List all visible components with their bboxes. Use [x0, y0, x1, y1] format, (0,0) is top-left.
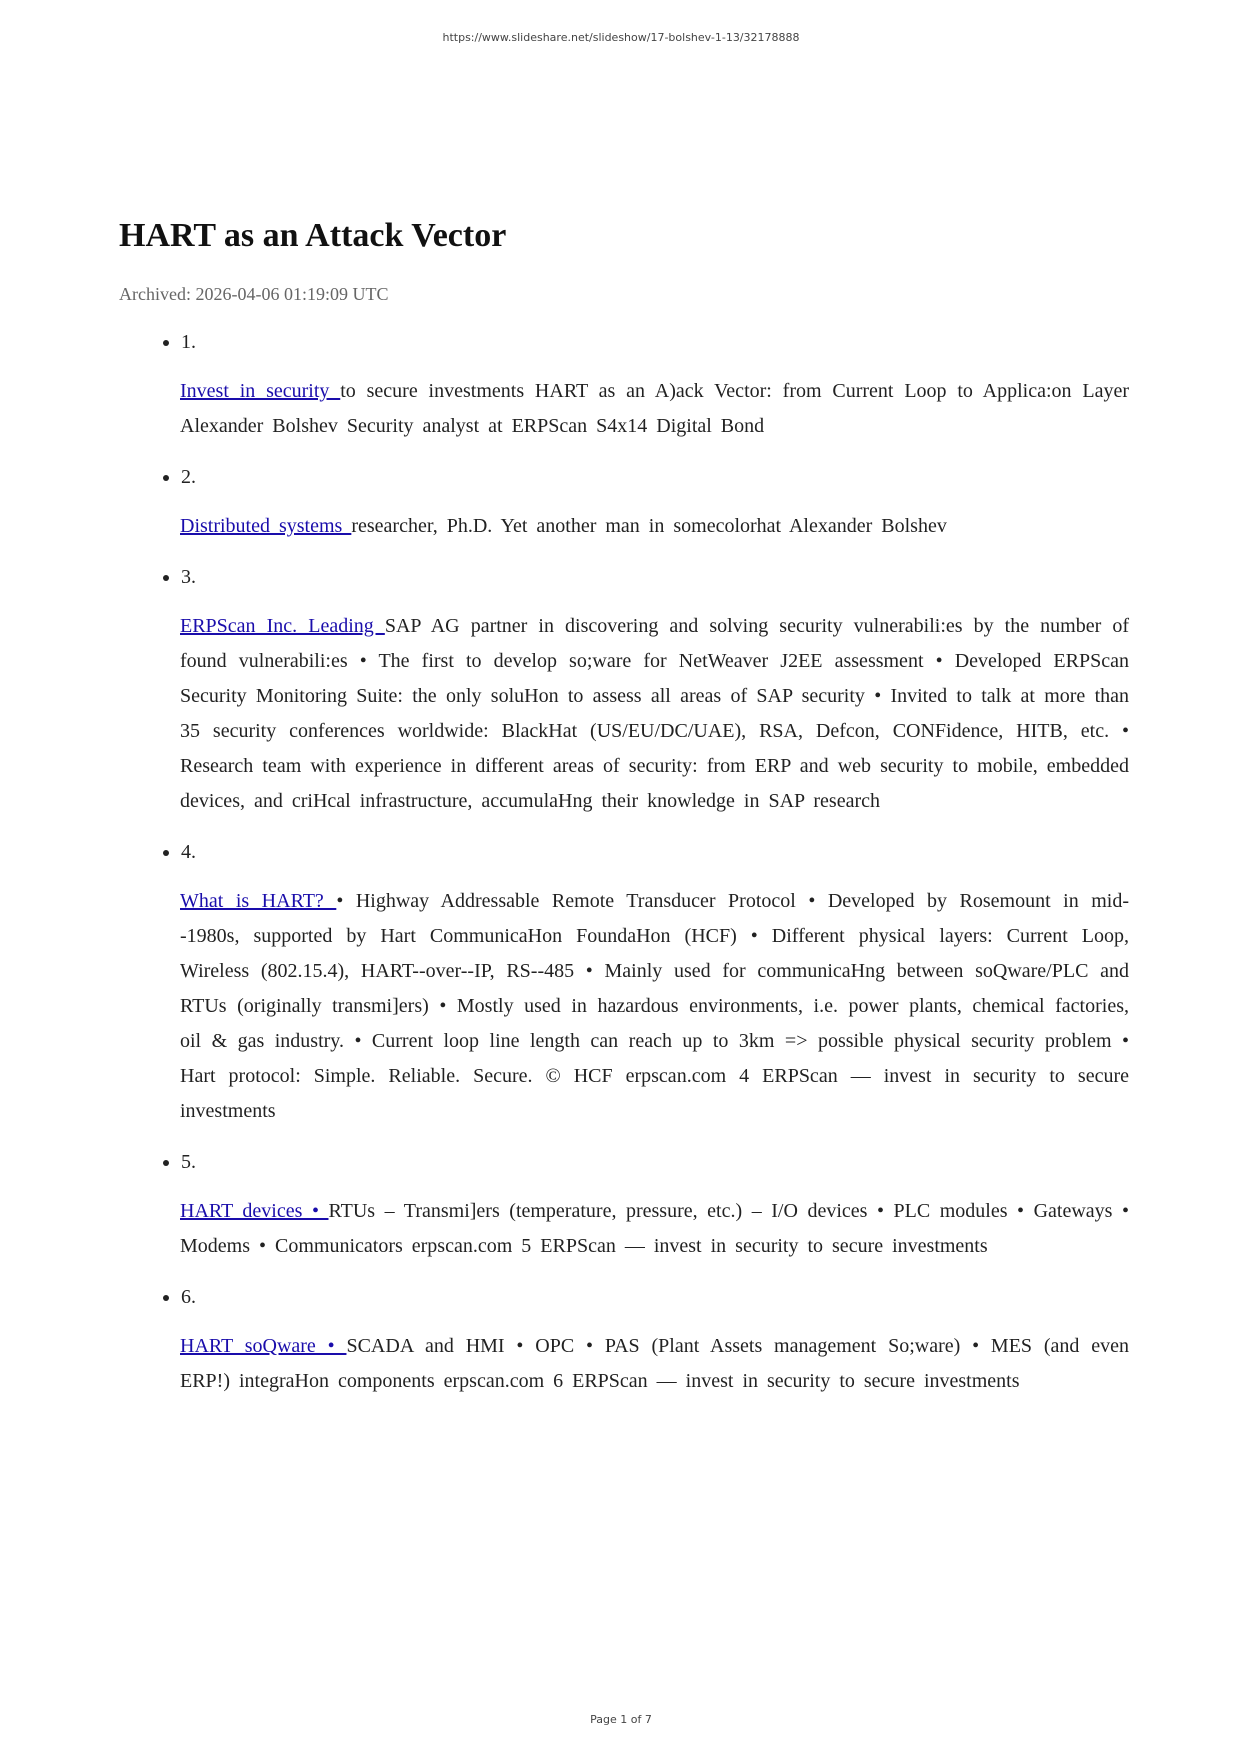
slide-link[interactable]: HART devices • [180, 1200, 329, 1222]
page-title: HART as an Attack Vector [119, 217, 507, 254]
slide-number: • 2. [181, 466, 196, 488]
list-item [181, 561, 1129, 819]
list-item [181, 326, 1129, 444]
slide-text [180, 884, 1129, 1129]
archived-timestamp: Archived: 2026-04-06 01:19:09 UTC [119, 284, 389, 304]
list-item [181, 1146, 1129, 1264]
slide-link[interactable]: What is HART? [180, 890, 337, 912]
slide-link[interactable]: ERPScan Inc. Leading [180, 615, 385, 637]
document-content [119, 212, 1129, 1416]
slide-link[interactable]: Invest in security [180, 380, 341, 402]
slide-text [180, 374, 1129, 444]
slide-body-text: SCADA and HMI • OPC • PAS (Plant Assets management So;ware) • MES (and even ERP!) integraHon components erpscan.com 6 ERPScan — invest in security to secure investments [180, 1335, 1130, 1392]
slide-body-text: researcher, Ph.D. Yet another man in somecolorhat Alexander Bolshev [351, 515, 947, 537]
slide-text [180, 509, 1129, 544]
list-item [181, 1281, 1129, 1399]
slide-number: • 3. [181, 566, 196, 588]
slide-link[interactable]: Distributed systems [180, 515, 352, 537]
slide-body-text: • Highway Addressable Remote Transducer Protocol • Developed by Rosemount in mid--1980s, supported by Hart CommunicaHon FoundaHon (HCF) • Different physical layers: Current Loop, Wireless (802.15.4), HART--over--IP, RS--485 • Mainly used for communicaHng between soQware/PLC and RTUs (originally transmi]ers) • Mostly used in hazardous environments, i.e. power plants, chemical factories, oil & gas industry. • Current loop line length can reach up to 3km => possible physical security problem • Hart protocol: Simple. Reliable. Secure. © HCF erpscan.com 4 ERPScan — invest in security to secure investments [180, 890, 1129, 1122]
slide-list [119, 326, 1129, 1399]
slide-body-text: to secure investments HART as an A)ack Vector: from Current Loop to Applica:on Layer Alexander Bolshev Security analyst at ERPScan S4x14 Digital Bond [180, 380, 1129, 437]
slide-number: • 1. [181, 331, 196, 353]
slide-text [180, 609, 1129, 819]
slide-link[interactable]: HART soQware • [180, 1335, 347, 1357]
source-url: https://www.slideshare.net/slideshow/17-bolshev-1-13/32178888 [442, 31, 800, 44]
slide-number: • 5. [181, 1151, 196, 1173]
list-item [181, 836, 1129, 1129]
list-item [181, 461, 1129, 544]
slide-body-text: SAP AG partner in discovering and solving security vulnerabili:es by the number of found vulnerabili:es • The first to develop so;ware for NetWeaver J2EE assessment • Developed ERPScan Security Monitoring Suite: the only soluHon to assess all areas of SAP security • Invited to talk at more than 35 security conferences worldwide: BlackHat (US/EU/DC/UAE), RSA, Defcon, CONFidence, HITB, etc. • Research team with experience in different areas of security: from ERP and web security to mobile, embedded devices, and criHcal infrastructure, accumulaHng their knowledge in SAP research [180, 615, 1129, 812]
slide-text [180, 1194, 1129, 1264]
slide-body-text: RTUs – Transmi]ers (temperature, pressure, etc.) – I/O devices • PLC modules • Gateways • Modems • Communicators erpscan.com 5 ERPScan — invest in security to secure investments [180, 1200, 1129, 1257]
slide-number: • 4. [181, 841, 196, 863]
slide-number: • 6. [181, 1286, 196, 1308]
slide-text [180, 1329, 1129, 1399]
page-footer: Page 1 of 7 [590, 1713, 652, 1726]
